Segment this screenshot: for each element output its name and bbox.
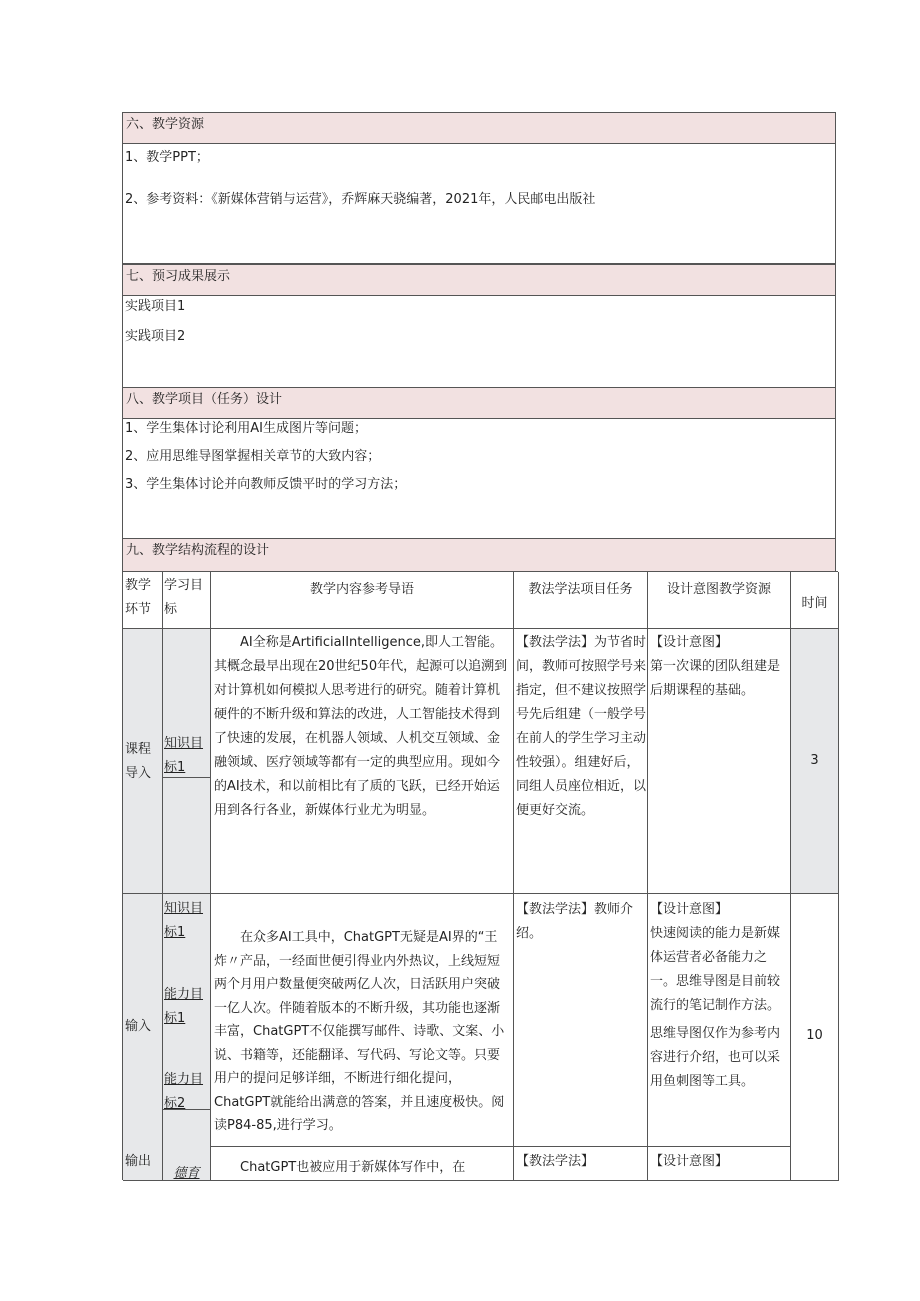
row3-goal-1: 德育 [173,1166,200,1181]
row1-goal-1: 知识目标1 [164,736,204,775]
section-8-title: 八、教学项目（任务）设计 [126,392,283,407]
row1-intent: 【设计意图】 第一次课的团队组建是后期课程的基础。 [650,635,781,698]
row3-stage: 输出 [125,1154,152,1169]
section-7-header [122,264,836,296]
row2-stage-bg [123,894,162,1181]
header-intent: 设计意图教学资源 [666,582,771,597]
row1-time: 3 [810,753,819,768]
section-7-title: 七、预习成果展示 [126,269,231,284]
row2-goal-1: 知识目标1 [164,901,204,940]
header-goal: 学习目标 [164,578,204,617]
task-line-3: 3、学生集体讨论并向教师反馈平时的学习方法； [125,477,407,492]
section-6-body [122,144,836,264]
resource-line-2: 2、参考资料：《新媒体营销与运营》，乔辉麻天骁编著，2021年，人民邮电出版社 [125,192,596,207]
row2-content: 在众多AI工具中，ChatGPT无疑是AI界的“王炸〃产品，一经面世便引得业内外热议，上线短短两个月用户数量便突破两亿人次，日活跃用户突破一亿人次。伴随着版本的不断升级，其功能也逐渐丰富，ChatGPT不仅能撰写邮件、诗歌、文案、小说、书籍等，还能翻译、写代码、写论文等。只要用户的提问足够详细，不断进行细化提问，ChatGPT就能给出满意的答案，并且速度极快。阅读P84-85,进行学习。 [214,930,505,1133]
section-9-title: 九、教学结构流程的设计 [126,543,270,558]
row1-content: AI全称是ArtificialIntelligence,即人工智能。其概念最早出现在20世纪50年代，起源可以追溯到对计算机如何模拟人思考进行的研究。随着计算机硬件的不断升级和算法的改进，人工智能技术得到了快速的发展，在机器人领域、人机交互领域、金融领域、医疗领域等都有一定的典型应用。现如今的AI技术，和以前相比有了质的飞跃，已经开始运用到各行各业，新媒体行业尤为明显。 [214,635,508,818]
row2-goal-3: 能力目标2 [164,1072,204,1111]
flow-table [122,571,838,1180]
section-8-body [122,419,836,539]
resource-line-1: 1、教学PPT； [125,150,209,165]
task-line-1: 1、学生集体讨论利用AI生成图片等问题； [125,421,367,436]
preview-line-1: 实践项目1 [125,299,186,314]
header-time: 时间 [801,596,828,611]
row3-intent: 【设计意图】 [650,1154,729,1169]
row3-method: 【教法学法】 [516,1154,595,1169]
section-6-title: 六、教学资源 [126,117,205,132]
header-method: 教法学法项目任务 [528,582,633,597]
row1-method: 【教法学法】为节省时间，教师可按照学号来指定，但不建议按照学号先后组建（一般学号在前人的学生学习主动性较强）。组建好后，同组人员座位相近，以便更好交流。 [516,635,647,818]
section-8-header [122,387,836,419]
row1-stage: 课程导入 [125,742,152,781]
row2-goal-2: 能力目标1 [164,987,204,1026]
preview-line-2: 实践项目2 [125,329,186,344]
header-stage: 教学环节 [125,578,152,617]
row3-content: ChatGPT也被应用于新媒体写作中，在 [240,1160,466,1175]
row2-method: 【教法学法】教师介绍。 [516,902,634,941]
section-6-header [122,112,836,144]
header-content: 教学内容参考导语 [309,582,414,597]
row2-intent: 【设计意图】 快速阅读的能力是新媒体运营者必备能力之一。思维导图是目前较流行的笔记制作方法。 思维导图仅作为参考内容进行介绍，也可以采用鱼刺图等工具。 [650,902,781,1089]
section-9-header [122,538,836,572]
row2-time: 10 [806,1028,823,1043]
row2-stage: 输入 [125,1019,152,1034]
section-7-body [122,296,836,388]
task-line-2: 2、应用思维导图掌握相关章节的大致内容； [125,449,381,464]
